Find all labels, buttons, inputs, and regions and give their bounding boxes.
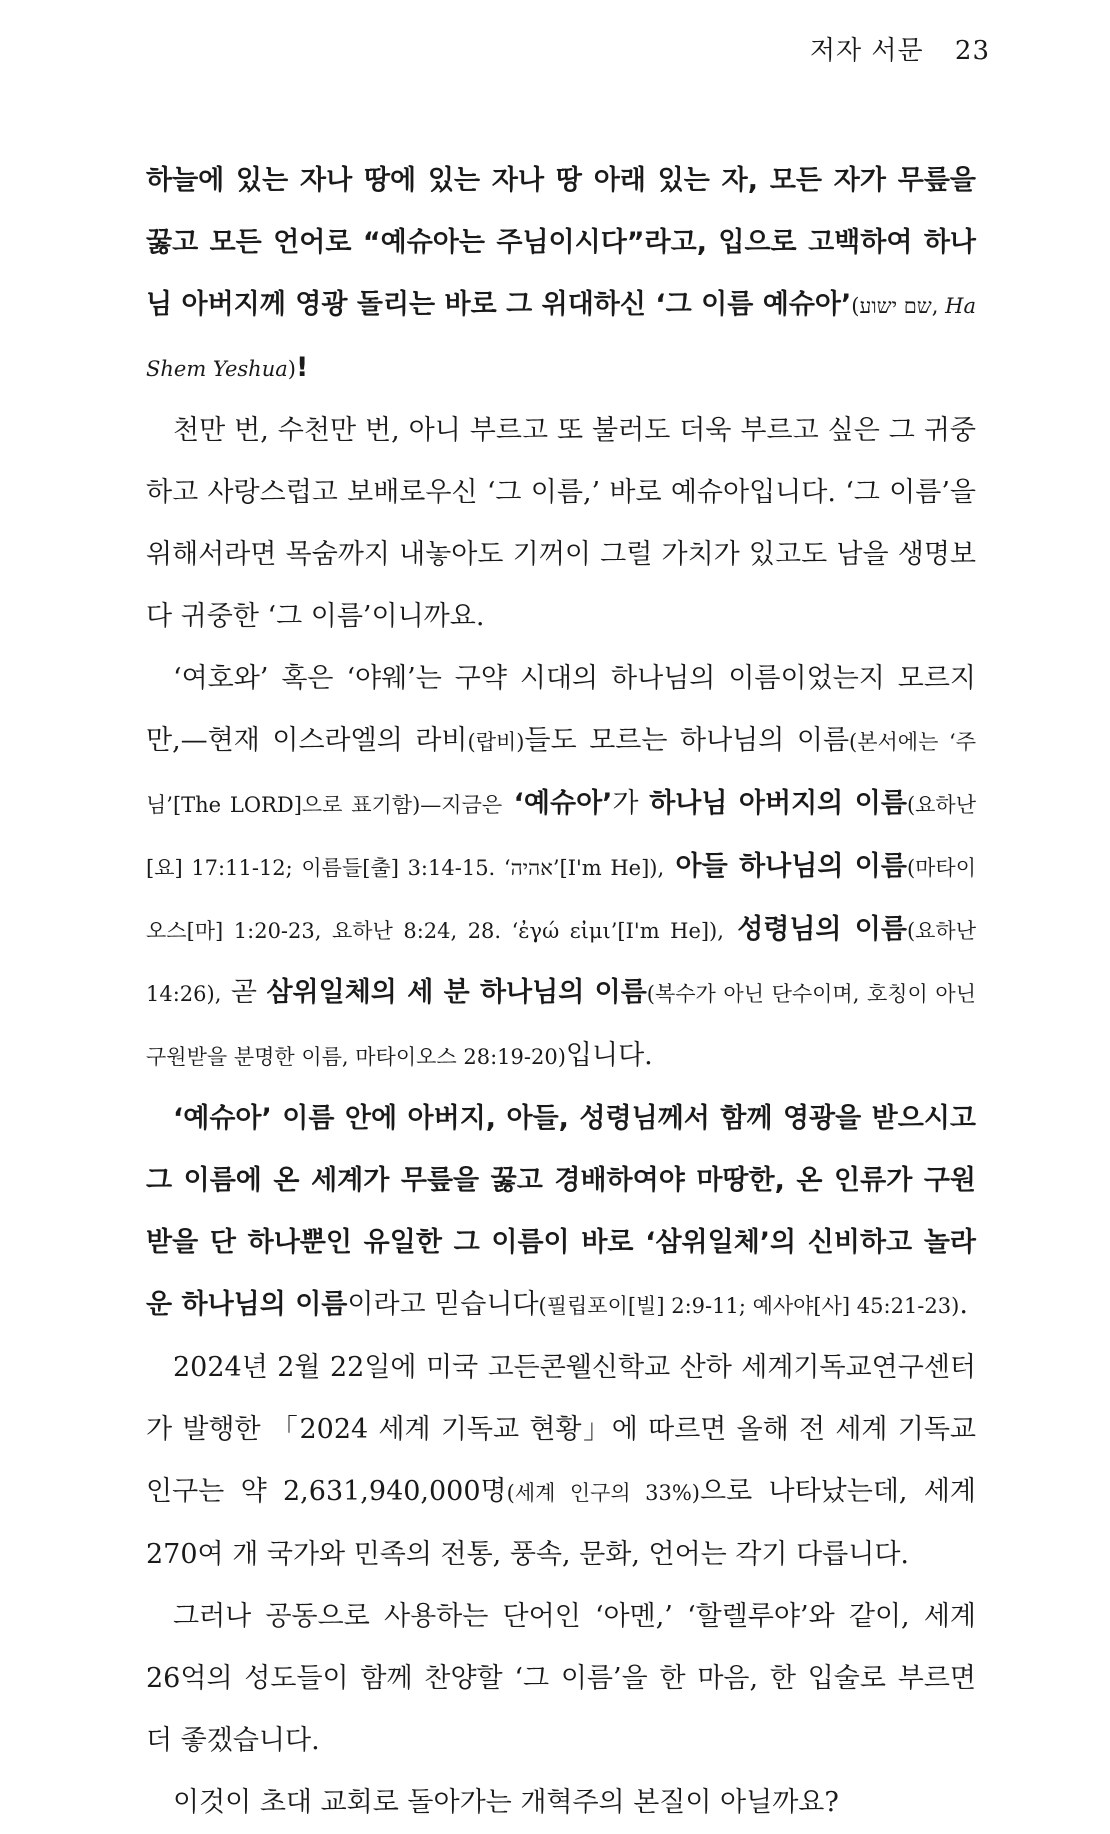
paragraph-3 [146,648,976,1088]
paragraph-4 [146,1088,976,1337]
section-title: 저자 서문 [809,36,924,66]
paragraph-7: 이것이 초대 교회로 돌아가는 개혁주의 본질이 아닐까요? [173,1787,839,1818]
p3-text-p: 입니다. [565,1040,653,1071]
p5-text-c: 으로 나타났는데, 세계 270여 개 국가와 민족의 전통, 풍속, 문화, 언어는 각기 다릅니다. [146,1476,976,1570]
page-body [146,150,976,1834]
p3-note-d: (본서에는 ‘주님’[The LORD]으로 표기함)—지금은 [146,730,976,817]
p3-note-o: (복수가 아닌 단수이며, 호칭이 아닌 구원받을 분명한 이름, 마타이오스 28:19-20) [146,982,976,1069]
p1-bold: 하늘에 있는 자나 땅에 있는 자나 땅 아래 있는 자, 모든 자가 무릎을 꿇고 모든 언어로 “예슈아는 주님이시다”라고, 입으로 고백하여 하나님 아버지께 영광 돌리는 바로 그 위대하신 ‘그 이름 예슈아’ [146,165,976,320]
p3-note-l: (요하난 14:26), [146,919,976,1006]
p1-exclaim: ! [295,352,309,383]
p3-bold-n: 삼위일체의 세 분 하나님의 이름 [266,977,647,1008]
p1-transliteration: Ha Shem Yeshua [146,294,977,381]
p3-bold-e: ‘예슈아’ [502,788,613,819]
page-number: 23 [954,36,990,66]
p4-text: 이라고 믿습니다 [347,1289,539,1320]
p3-text-c: 들도 모르는 하나님의 이름 [524,725,850,756]
paragraph-6: 그러나 공동으로 사용하는 단어인 ‘아멘,’ ‘할렐루야’와 같이, 세계 26억의 성도들이 함께 찬양할 ‘그 이름’을 한 마음, 한 입술로 부르면 더 좋겠습니다. [146,1601,976,1756]
p3-text-m: 곧 [221,977,267,1008]
running-head [810,30,990,67]
p1-close: ) [287,357,296,381]
p5-text-a: 2024년 2월 22일에 미국 고든콘웰신학교 산하 세계기독교연구센터가 발행한 「2024 세계 기독교 현황」에 따르면 올해 전 세계 기독교 인구는 약 2,631,940,000명 [146,1352,976,1507]
p3-note-b: (랍비) [467,730,525,754]
paragraph-5 [146,1337,976,1586]
p4-bold: ‘예슈아’ 이름 안에 아버지, 아들, 성령님께서 함께 영광을 받으시고 그 이름에 온 세계가 무릎을 꿇고 경배하여야 마땅한, 온 인류가 구원받을 단 하나뿐인 유일한 그 이름이 바로 ‘삼위일체’의 신비하고 놀라운 하나님의 이름 [146,1103,976,1320]
p3-bold-k: 성령님의 이름 [723,914,907,945]
p3-note-j: (마타이오스[마] 1:20-23, 요하난 8:24, 28. ‘ἐγώ εἰμι’[I'm He]), [146,856,977,943]
p3-bold-g: 하나님 아버지의 이름 [649,788,907,819]
paragraph-1 [146,150,976,400]
p3-note-h: (요하난[요] 17:11-12; 이름들[출] 3:14-15. ‘אהיה’[I'm He]), [146,793,976,880]
p4-note: (필립포이[빌] 2:9-11; 예사야[사] 45:21-23) [538,1294,960,1318]
p3-text-a: ‘여호와’ 혹은 ‘야웨’는 구약 시대의 하나님의 이름이었는지 모르지만,—현재 이스라엘의 라비 [146,663,976,756]
p5-note: (세계 인구의 33%) [506,1481,700,1505]
p4-end: . [959,1289,968,1320]
p3-text-f: 가 [612,788,650,819]
p3-bold-i: 아들 하나님의 이름 [664,851,907,882]
paragraph-2: 천만 번, 수천만 번, 아니 부르고 또 불러도 더욱 부르고 싶은 그 귀중하고 사랑스럽고 보배로우신 ‘그 이름,’ 바로 예슈아입니다. ‘그 이름’을 위해서라면 목숨까지 내놓아도 기꺼이 그럴 가치가 있고도 남을 생명보다 귀중한 ‘그 이름’이니까요. [146,415,976,632]
p1-hebrew: (שם ישוע, [851,294,946,318]
